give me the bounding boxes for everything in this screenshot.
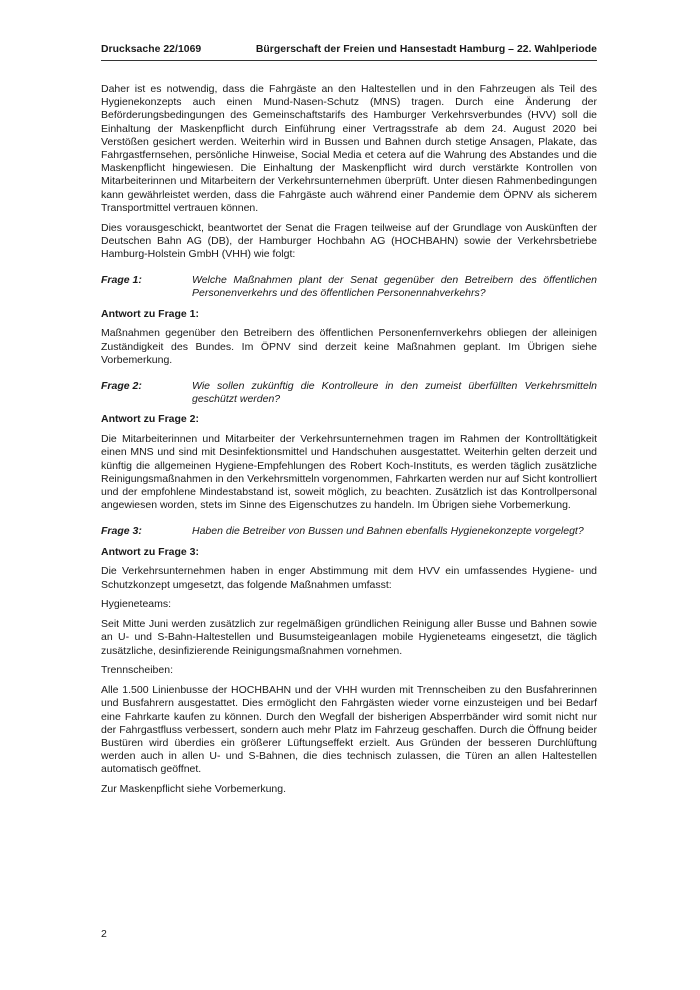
answer-heading: Antwort zu Frage 2: bbox=[101, 413, 200, 426]
document-body bbox=[101, 83, 597, 803]
subheading-trennscheiben: Trennscheiben: bbox=[101, 664, 173, 677]
answer-paragraph: Maßnahmen gegenüber den Betreibern des öffentlichen Personenfernverkehrs obliegen der alleinigen Zuständigkeit des Bundes. Im ÖPNV sind derzeit keine Maßnahmen geplant. Im Übrigen siehe Vorbemerkung. bbox=[101, 327, 597, 366]
question-text: Haben die Betreiber von Bussen und Bahnen ebenfalls Hygienekonzepte vorgelegt? bbox=[192, 525, 584, 538]
question-text: Wie sollen zukünftig die Kontrolleure in den zumeist überfüllten Verkehrsmitteln geschützt werden? bbox=[192, 380, 597, 406]
question-1 bbox=[101, 274, 597, 300]
question-3 bbox=[101, 525, 597, 538]
subheading-hygieneteams: Hygieneteams: bbox=[101, 598, 172, 611]
answer-paragraph: Die Mitarbeiterinnen und Mitarbeiter der Verkehrsunternehmen tragen im Rahmen der Kontrolltätigkeit einen MNS und sind mit Desinfektionsmittel und Handschuhen ausgestattet. Weiterhin gelten derzeit und künftig die allgemeinen Hygiene-Empfehlungen des Robert Koch-Instituts, es werden täglich zusätzliche Reinigungsmaßnahmen in den Verkehrsmitteln vorgenommen, Fahrkarten werden nur auf Sicht kontrolliert und der empfohlene Mindestabstand ist, soweit möglich, zu beachten. Zusätzlich ist das Kontrollpersonal angewiesen worden, stets im Sinne des Eigenschutzes zu handeln. Im Übrigen siehe Vorbemerkung. bbox=[101, 433, 597, 512]
parliament-title: Bürgerschaft der Freien und Hansestadt Hamburg – 22. Wahlperiode bbox=[255, 44, 597, 55]
answer-paragraph: Die Verkehrsunternehmen haben in enger Abstimmung mit dem HVV ein umfassendes Hygiene- und Schutzkonzept umgesetzt, das folgende Maßnahmen umfasst: bbox=[101, 565, 597, 591]
question-text: Welche Maßnahmen plant der Senat gegenüber den Betreibern des öffentlichen Personenverkehrs und des öffentlichen Personennahverkehrs? bbox=[192, 274, 597, 300]
page-number: 2 bbox=[101, 928, 107, 940]
answer-paragraph: Zur Maskenpflicht siehe Vorbemerkung. bbox=[101, 783, 287, 796]
intro-paragraph: Daher ist es notwendig, dass die Fahrgäste an den Haltestellen und in den Fahrzeugen als Teil des Hygienekonzepts auch einen Mund-Nasen-Schutz (MNS) tragen. Durch eine Änderung der Beförderungsbedingungen des Gemeinschaftstarifs des Hamburger Verkehrsverbundes (HVV) soll die Einhaltung der Maskenpflicht durch Einführung einer Vertragsstrafe ab dem 24. August 2020 bei Verstößen gesichert werden. Weiterhin wird in Bussen und Bahnen durch stetige Ansagen, Plakate, das Fahrgastfernsehen, persönliche Hinweise, Social Media et cetera auf die Wahrung des Abstandes und die Maskenpflicht hingewiesen. Die Einhaltung der Maskenpflicht wird durch verstärkte Kontrollen von Mitarbeiterinnen und Mitarbeitern der Verkehrsunternehmen überprüft. Unter diesen Rahmenbedingungen kann gewährleistet werden, dass die Fahrgäste auch während einer Pandemie dem ÖPNV als sicherem Transportmittel vertrauen können. bbox=[101, 83, 597, 214]
question-2 bbox=[101, 380, 597, 406]
question-label: Frage 3: bbox=[101, 525, 142, 538]
answer-heading: Antwort zu Frage 3: bbox=[101, 545, 200, 558]
answer-paragraph: Alle 1.500 Linienbusse der HOCHBAHN und der VHH wurden mit Trennscheiben zu den Busfahrerinnen und Busfahrern ausgestattet. Dies ermöglicht den Fahrgästen wieder vorne einzusteigen und bei Bedarf eine Fahrkarte kaufen zu können. Durch den Wegfall der bisherigen Absperrbänder wird somit nicht nur der Fahrgastfluss verbessert, sondern auch mehr Platz im Fahrzeug geschaffen. Durch die Öffnung beider Bustüren wird überdies ein größerer Lüftungseffekt erzielt. Aus Gründen der besseren Durchlüftung werden auch in allen U- und S-Bahnen, die dies technisch zulassen, die Türen an allen Haltestellen automatisch geöffnet. bbox=[101, 684, 597, 776]
answer-heading: Antwort zu Frage 1: bbox=[101, 307, 200, 320]
answer-paragraph: Seit Mitte Juni werden zusätzlich zur regelmäßigen gründlichen Reinigung aller Busse und Bahnen sowie an U- und S-Bahn-Haltestellen und Busumsteigeanlagen mobile Hygieneteams eingesetzt, die täglich zusätzliche, desinfizierende Reinigungsmaßnahmen vornehmen. bbox=[101, 618, 597, 657]
page-header bbox=[101, 44, 597, 61]
question-label: Frage 1: bbox=[101, 274, 142, 287]
intro-paragraph: Dies vorausgeschickt, beantwortet der Senat die Fragen teilweise auf der Grundlage von Auskünften der Deutschen Bahn AG (DB), der Hamburger Hochbahn AG (HOCHBAHN) sowie der Verkehrsbetriebe Hamburg-Holstein GmbH (VHH) wie folgt: bbox=[101, 221, 597, 261]
document-number: Drucksache 22/1069 bbox=[101, 44, 202, 55]
question-label: Frage 2: bbox=[101, 380, 142, 393]
